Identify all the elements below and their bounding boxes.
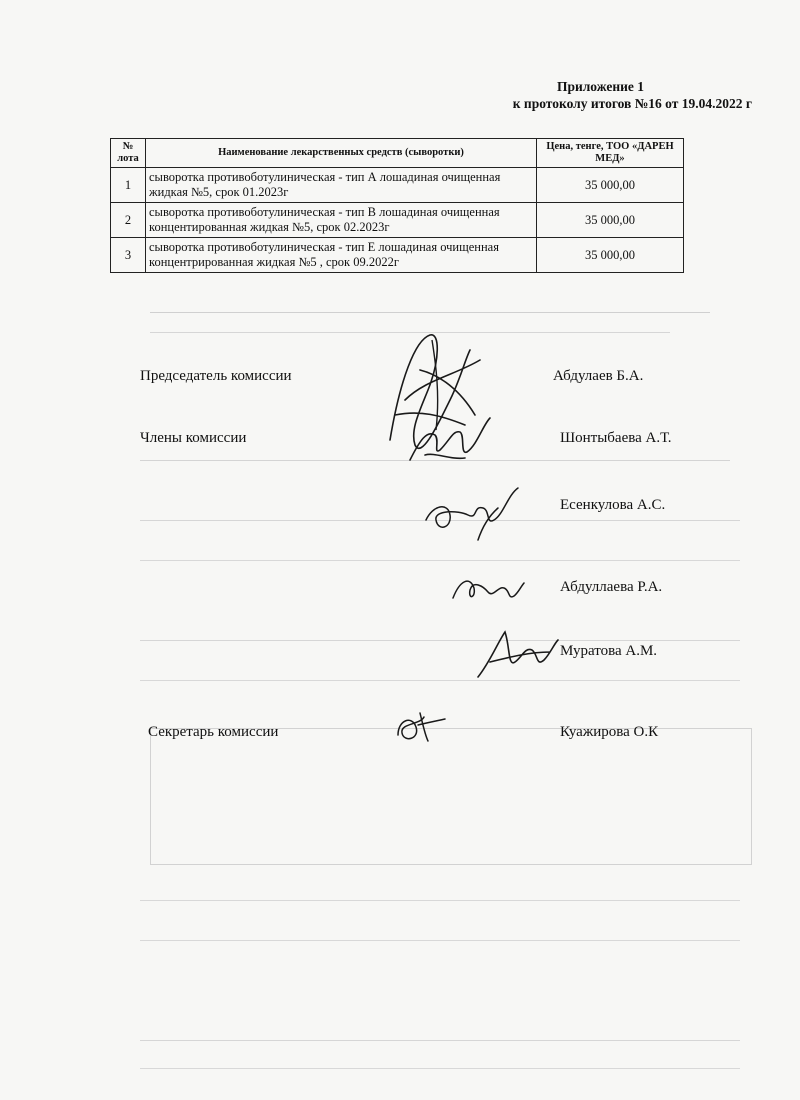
members-label: Члены комиссии <box>140 430 247 446</box>
member3-signature-scribble <box>448 568 528 608</box>
appendix-title: Приложение 1 <box>556 79 644 94</box>
cell-price: 35 000,00 <box>537 203 684 238</box>
table-header-row <box>111 139 684 168</box>
lots-table <box>110 138 684 273</box>
appendix-heading <box>513 78 752 112</box>
secretary-name: Куажирова О.К <box>560 724 659 740</box>
chair-label: Председатель комиссии <box>140 368 292 384</box>
cell-lot-number: 3 <box>111 238 146 273</box>
chair-name: Абдулаев Б.А. <box>553 368 644 384</box>
cell-medicine-name: сыворотка противоботулиническая - тип Е лошадиная очищенная концентрированная жидкая №5 , срок 09.2022г <box>146 238 537 273</box>
member1-signature-scribble <box>405 410 495 470</box>
header-lot-number: № лота <box>111 139 146 168</box>
cell-lot-number: 1 <box>111 168 146 203</box>
member-name-1: Шонтыбаева А.Т. <box>560 430 672 446</box>
cell-price: 35 000,00 <box>537 168 684 203</box>
table-row <box>111 203 684 238</box>
member-name-4: Муратова А.М. <box>560 643 658 659</box>
table-row <box>111 168 684 203</box>
cell-lot-number: 2 <box>111 203 146 238</box>
cell-price: 35 000,00 <box>537 238 684 273</box>
member2-signature-scribble <box>418 480 528 550</box>
table-row <box>111 238 684 273</box>
secretary-signature-scribble <box>390 705 450 750</box>
member-name-3: Абдуллаева Р.А. <box>560 579 663 595</box>
appendix-protocol-ref: к протоколу итогов №16 от 19.04.2022 г <box>512 96 752 111</box>
secretary-label: Секретарь комиссии <box>148 724 279 740</box>
member-name-2: Есенкулова А.С. <box>560 497 666 513</box>
header-medicine-name: Наименование лекарственных средств (сыворотки) <box>146 139 537 168</box>
cell-medicine-name: сыворотка противоботулиническая - тип В лошадиная очищенная концентированная жидкая №5, срок 02.2023г <box>146 203 537 238</box>
member4-signature-scribble <box>470 622 560 692</box>
header-price: Цена, тенге, ТОО «ДАРЕН МЕД» <box>537 139 684 168</box>
cell-medicine-name: сыворотка противоботулиническая - тип А лошадиная очищенная жидкая №5, срок 01.2023г <box>146 168 537 203</box>
